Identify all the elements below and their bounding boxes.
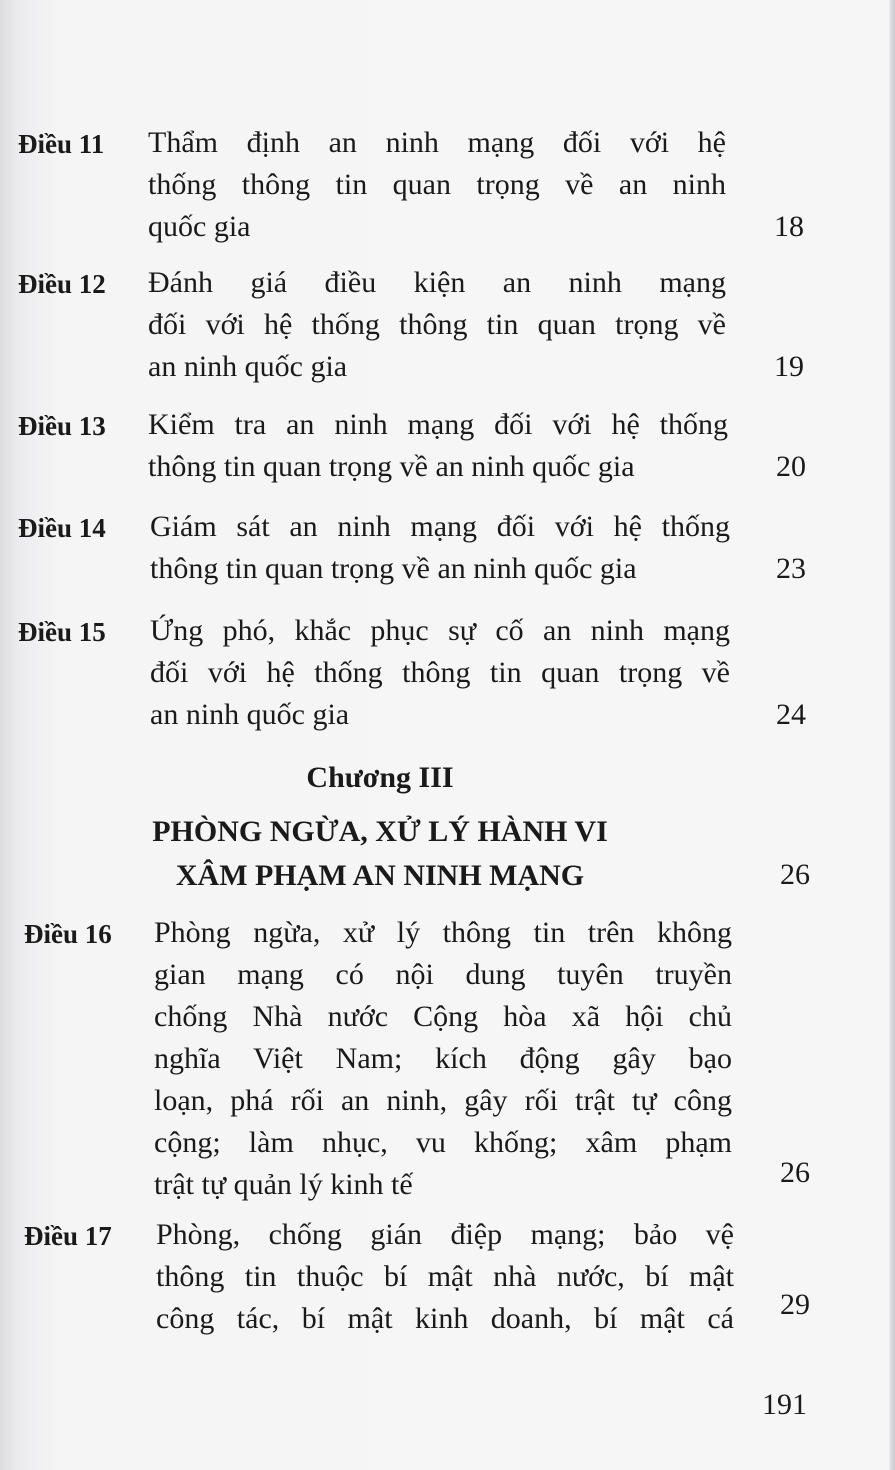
page-ref: 26 (780, 1156, 810, 1189)
article-label: Điều 11 (18, 129, 105, 159)
title-line: đối với hệ thống thông tin quan trọng về (148, 308, 726, 341)
title-line: chống Nhà nước Cộng hòa xã hội chủ (154, 1000, 732, 1033)
title-line: công tác, bí mật kinh doanh, bí mật cá (156, 1302, 734, 1335)
article-label: Điều 17 (24, 1221, 112, 1251)
article-title (156, 1214, 734, 1340)
title-line: thông tin quan trọng về an ninh quốc gia (148, 450, 635, 483)
title-line: Phòng ngừa, xử lý thông tin trên không (154, 916, 732, 949)
article-title (148, 122, 726, 248)
title-line: cộng; làm nhục, vu khống; xâm phạm (154, 1126, 732, 1159)
page-ref: 23 (776, 552, 806, 585)
title-line: thống thông tin quan trọng về an ninh (148, 168, 726, 201)
title-line: Ứng phó, khắc phục sự cố an ninh mạng (150, 614, 730, 647)
article-label: Điều 14 (18, 513, 106, 543)
title-line: nghĩa Việt Nam; kích động gây bạo (154, 1042, 732, 1075)
article-label: Điều 12 (18, 269, 106, 299)
article-title (150, 610, 730, 736)
title-line: quốc gia (148, 210, 251, 243)
chapter-heading: Chương III (306, 761, 454, 794)
title-line: Đánh giá điều kiện an ninh mạng (148, 266, 726, 299)
page-number: 191 (762, 1388, 807, 1421)
chapter-page-ref: 26 (780, 858, 810, 891)
page-ref: 29 (780, 1288, 810, 1321)
page-ref: 19 (774, 350, 804, 383)
title-line: thông tin thuộc bí mật nhà nước, bí mật (156, 1260, 734, 1293)
title-line: trật tự quản lý kinh tế (154, 1168, 413, 1201)
page-ref: 18 (774, 210, 804, 243)
title-line: Phòng, chống gián điệp mạng; bảo vệ (156, 1218, 734, 1251)
title-line: đối với hệ thống thông tin quan trọng về (150, 656, 730, 689)
title-line: thông tin quan trọng về an ninh quốc gia (150, 552, 637, 585)
page-ref: 20 (776, 450, 806, 483)
title-line: Giám sát an ninh mạng đối với hệ thống (150, 510, 730, 543)
article-title (150, 506, 730, 590)
title-line: loạn, phá rối an ninh, gây rối trật tự công (154, 1084, 732, 1117)
article-label: Điều 15 (18, 617, 106, 647)
chapter-title-line: PHÒNG NGỪA, XỬ LÝ HÀNH VI (152, 815, 608, 848)
article-label: Điều 16 (24, 919, 112, 949)
title-line: Thẩm định an ninh mạng đối với hệ (148, 126, 726, 159)
page-ref: 24 (776, 698, 806, 731)
title-line: an ninh quốc gia (150, 698, 350, 731)
article-title (148, 404, 728, 488)
article-label: Điều 13 (18, 411, 106, 441)
title-line: gian mạng có nội dung tuyên truyền (154, 958, 732, 991)
article-title (148, 262, 726, 388)
page-edge (889, 0, 895, 1470)
title-line: Kiểm tra an ninh mạng đối với hệ thống (148, 408, 728, 441)
article-title (154, 912, 732, 1206)
title-line: an ninh quốc gia (148, 350, 348, 383)
chapter-title-line: XÂM PHẠM AN NINH MẠNG (175, 859, 585, 892)
